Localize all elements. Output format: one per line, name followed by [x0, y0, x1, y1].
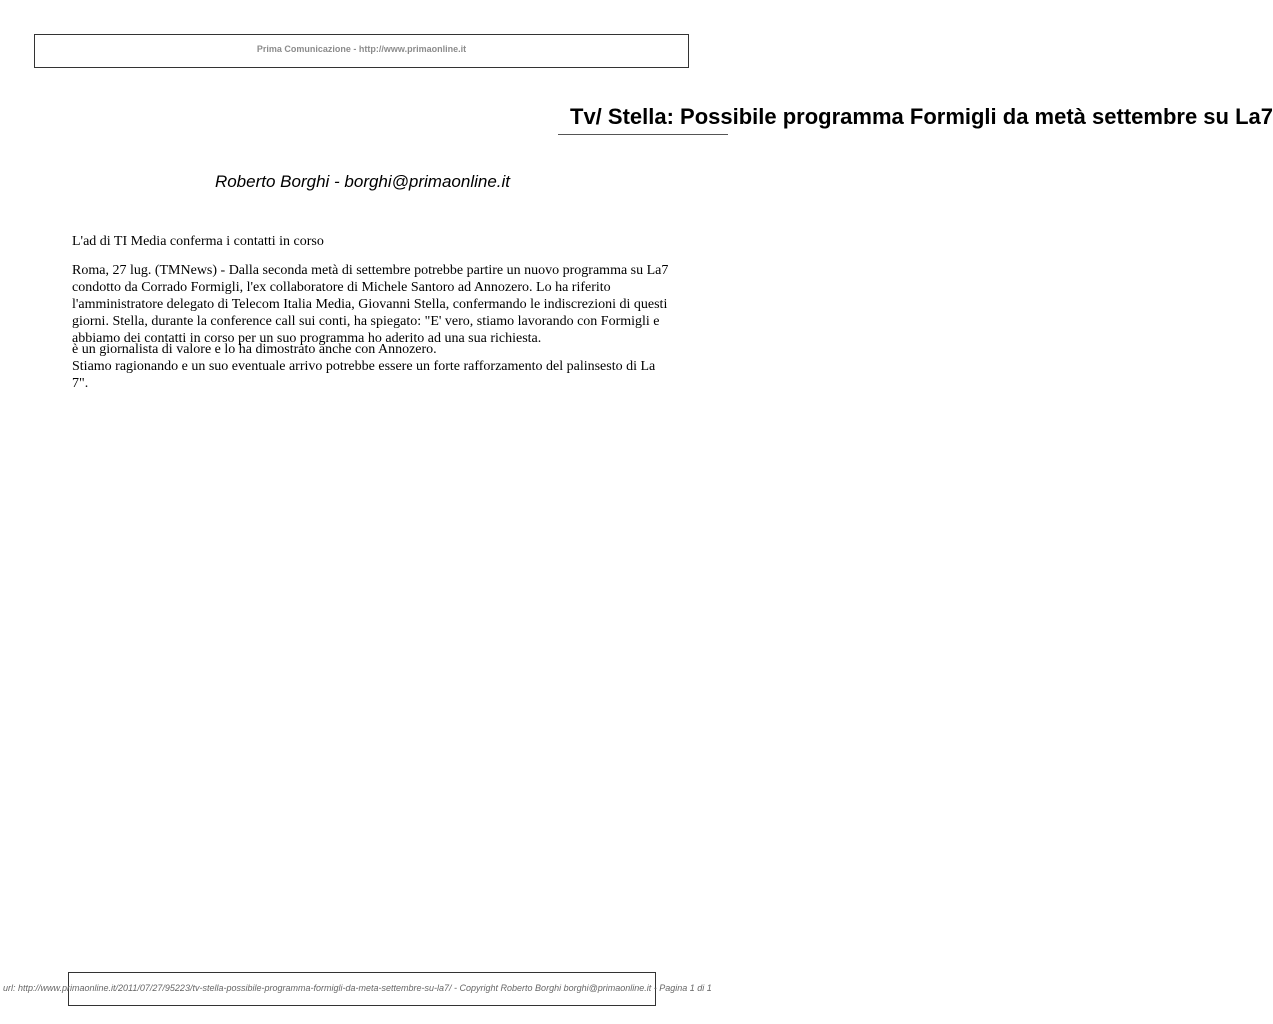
- source-label: Prima Comunicazione - http://www.primaonline.it: [256, 44, 467, 54]
- article-title: Tv/ Stella: Possibile programma Formigli da metà settembre su La7: [570, 104, 1273, 129]
- page-header: [34, 34, 689, 68]
- article-paragraph: Stiamo ragionando e un suo eventuale arrivo potrebbe essere un forte rafforzamento del palinsesto di La 7".: [72, 359, 656, 391]
- article-paragraph: Roma, 27 lug. (TMNews) - Dalla seconda metà di settembre potrebbe partire un nuovo programma su La7 condotto da Corrado Formigli, l'ex collaboratore di Michele Santoro ad Annozero. Lo ha riferito l'amministratore delegato di Telecom Italia Media, Giovanni Stella, confermando le indiscrezioni di questi giorni. Stella, durante la conference call sui conti, ha spiegato: "E' vero, stiamo lavorando con Formigli e abbiamo dei contatti in corso per un suo programma ho aderito ad una sua richiesta.: [72, 263, 669, 346]
- article-title-container: [558, 102, 1273, 135]
- article-body: [72, 262, 672, 392]
- article-subtitle: L'ad di TI Media conferma i contatti in corso: [72, 234, 324, 249]
- article-author: Roberto Borghi - borghi@primaonline.it: [214, 172, 511, 191]
- article-paragraph: è un giornalista di valore e lo ha dimostrato anche con Annozero.: [72, 342, 437, 357]
- footer-url-text: url: http://www.primaonline.it/2011/07/27/95223/tv-stella-possibile-programma-formigli-da-meta-settembre-su-la7/ - Copyright Roberto Borghi borghi@primaonline.it - Pagina 1 di 1: [3, 983, 712, 993]
